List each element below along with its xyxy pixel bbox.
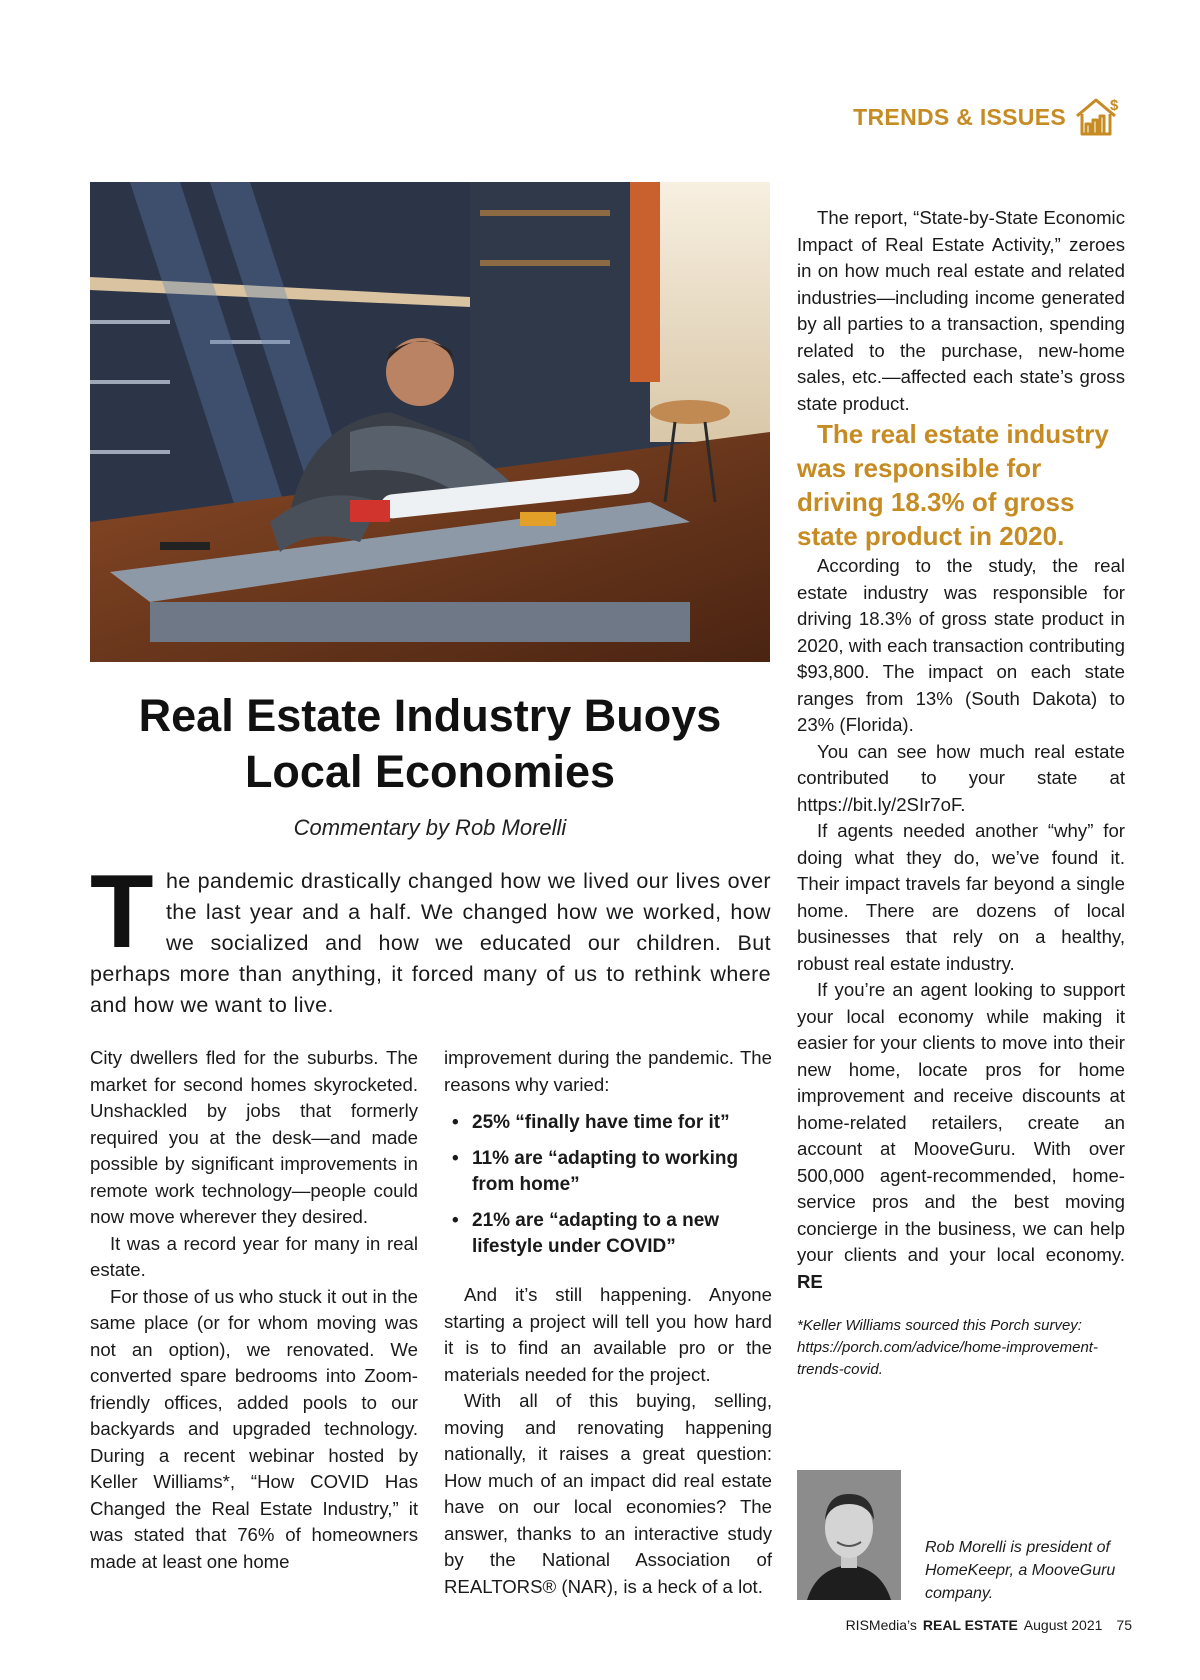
byline: Commentary by Rob Morelli — [293, 815, 567, 840]
lead-paragraph — [90, 854, 771, 1021]
paragraph: The report, “State-by-State Economic Impact of Real Estate Activity,” zeroes in on how much real estate and related industries—including income generated by all parties to a transaction, spending related to the purchase, new-home sales, etc.—affected each state’s gross state product. — [797, 207, 1125, 414]
paragraph: It was a record year for many in real estate. — [90, 1232, 418, 1280]
paragraph: City dwellers fled for the suburbs. The market for second homes skyrocketed. Unshackled by jobs that formerly required you at the desk—and made possible by significant improvements in remote work technology—people could now move wherever they desired. — [90, 1047, 418, 1227]
body-column-2 — [444, 1045, 772, 1600]
body-column-3 — [797, 205, 1125, 1381]
footnote: *Keller Williams sourced this Porch survey: https://porch.com/advice/home-improvement-trends-covid. — [797, 1317, 1098, 1378]
paragraph: You can see how much real estate contributed to your state at https://bit.ly/2SIr7oF. — [797, 740, 1125, 815]
section-header — [853, 96, 1122, 138]
page-number: 75 — [1116, 1617, 1132, 1633]
publication-name: REAL ESTATE — [922, 1617, 1018, 1633]
page-footer — [846, 1617, 1132, 1633]
house-chart-dollar-icon — [1074, 96, 1122, 138]
paragraph: And it’s still happening. Anyone starting a project will tell you how hard it is to find an available pro or the materials needed for the project. — [444, 1284, 772, 1385]
bullet-item: • 11% are “adapting to working from home” — [444, 1146, 772, 1198]
hero-photo — [90, 182, 770, 662]
paragraph: According to the study, the real estate industry was responsible for driving 18.3% of gross state product in 2020, with each transaction contributing $93,800. The impact on each state ranges from 13% (South Dakota) to 23% (Florida). — [797, 555, 1125, 735]
svg-text:$: $ — [1110, 97, 1119, 114]
paragraph: With all of this buying, selling, moving and renovating happening nationally, it raises a great question: How much of an impact did real estate have on our local economies? The answer, thanks to an interactive study by the National Association of REALTORS® (NAR), is a heck of a lot. — [444, 1390, 772, 1597]
paragraph: If agents needed another “why” for doing what they do, we’ve found it. Their impact travels far beyond a single home. There are dozens of local businesses that rely on a healthy, robust real estate industry. — [797, 820, 1125, 974]
article-title-line-1: Real Estate Industry Buoys — [138, 690, 722, 741]
paragraph: For those of us who stuck it out in the same place (or for whom moving was not an option), we renovated. We converted spare bedrooms into Zoom-friendly offices, added pools to our backyards and upgraded technology. During a recent webinar hosted by Keller Williams*, “How COVID Has Changed the Real Estate Industry,” it was stated that 76% of homeowners made at least one home — [90, 1285, 418, 1572]
end-mark: RE — [797, 1270, 823, 1292]
author-bio: Rob Morelli is president of HomeKeepr, a MooveGuru company. — [925, 1539, 1116, 1602]
section-title: TRENDS & ISSUES — [853, 103, 1066, 130]
bullet-item: • 25% “finally have time for it” — [444, 1110, 772, 1136]
pull-quote: The real estate industry was responsible for driving 18.3% of gross state product in 2020. — [797, 419, 1109, 551]
paragraph-text: If you’re an agent looking to support your local economy while making it easier for your clients to move into their new home, locate pros for home improvement and receive discounts at home-related retailers, create an account at MooveGuru. With over 500,000 agent-recommended, home-service pros and the best moving concierge in the business, we can help your clients and your local economy. — [797, 979, 1125, 1265]
publication-prefix: RISMedia’s — [845, 1617, 917, 1633]
issue-date: August 2021 — [1023, 1617, 1103, 1633]
article-title-line-2: Local Economies — [244, 746, 616, 797]
drop-cap: T — [90, 854, 154, 970]
bullet-item: • 21% are “adapting to a new lifestyle under COVID” — [444, 1208, 772, 1260]
survey-bullet-list — [444, 1110, 772, 1260]
body-column-1 — [90, 1045, 418, 1575]
author-photo — [797, 1470, 901, 1600]
paragraph — [797, 977, 1125, 1295]
article-title — [90, 688, 770, 800]
lead-text: he pandemic drastically changed how we lived our lives over the last year and a half. We changed how we worked, how we socialized and how we educated our children. But perhaps more than anything, it forced many of us to rethink where and how we want to live. — [90, 869, 771, 1017]
paragraph: improvement during the pandemic. The reasons why varied: — [444, 1047, 772, 1095]
